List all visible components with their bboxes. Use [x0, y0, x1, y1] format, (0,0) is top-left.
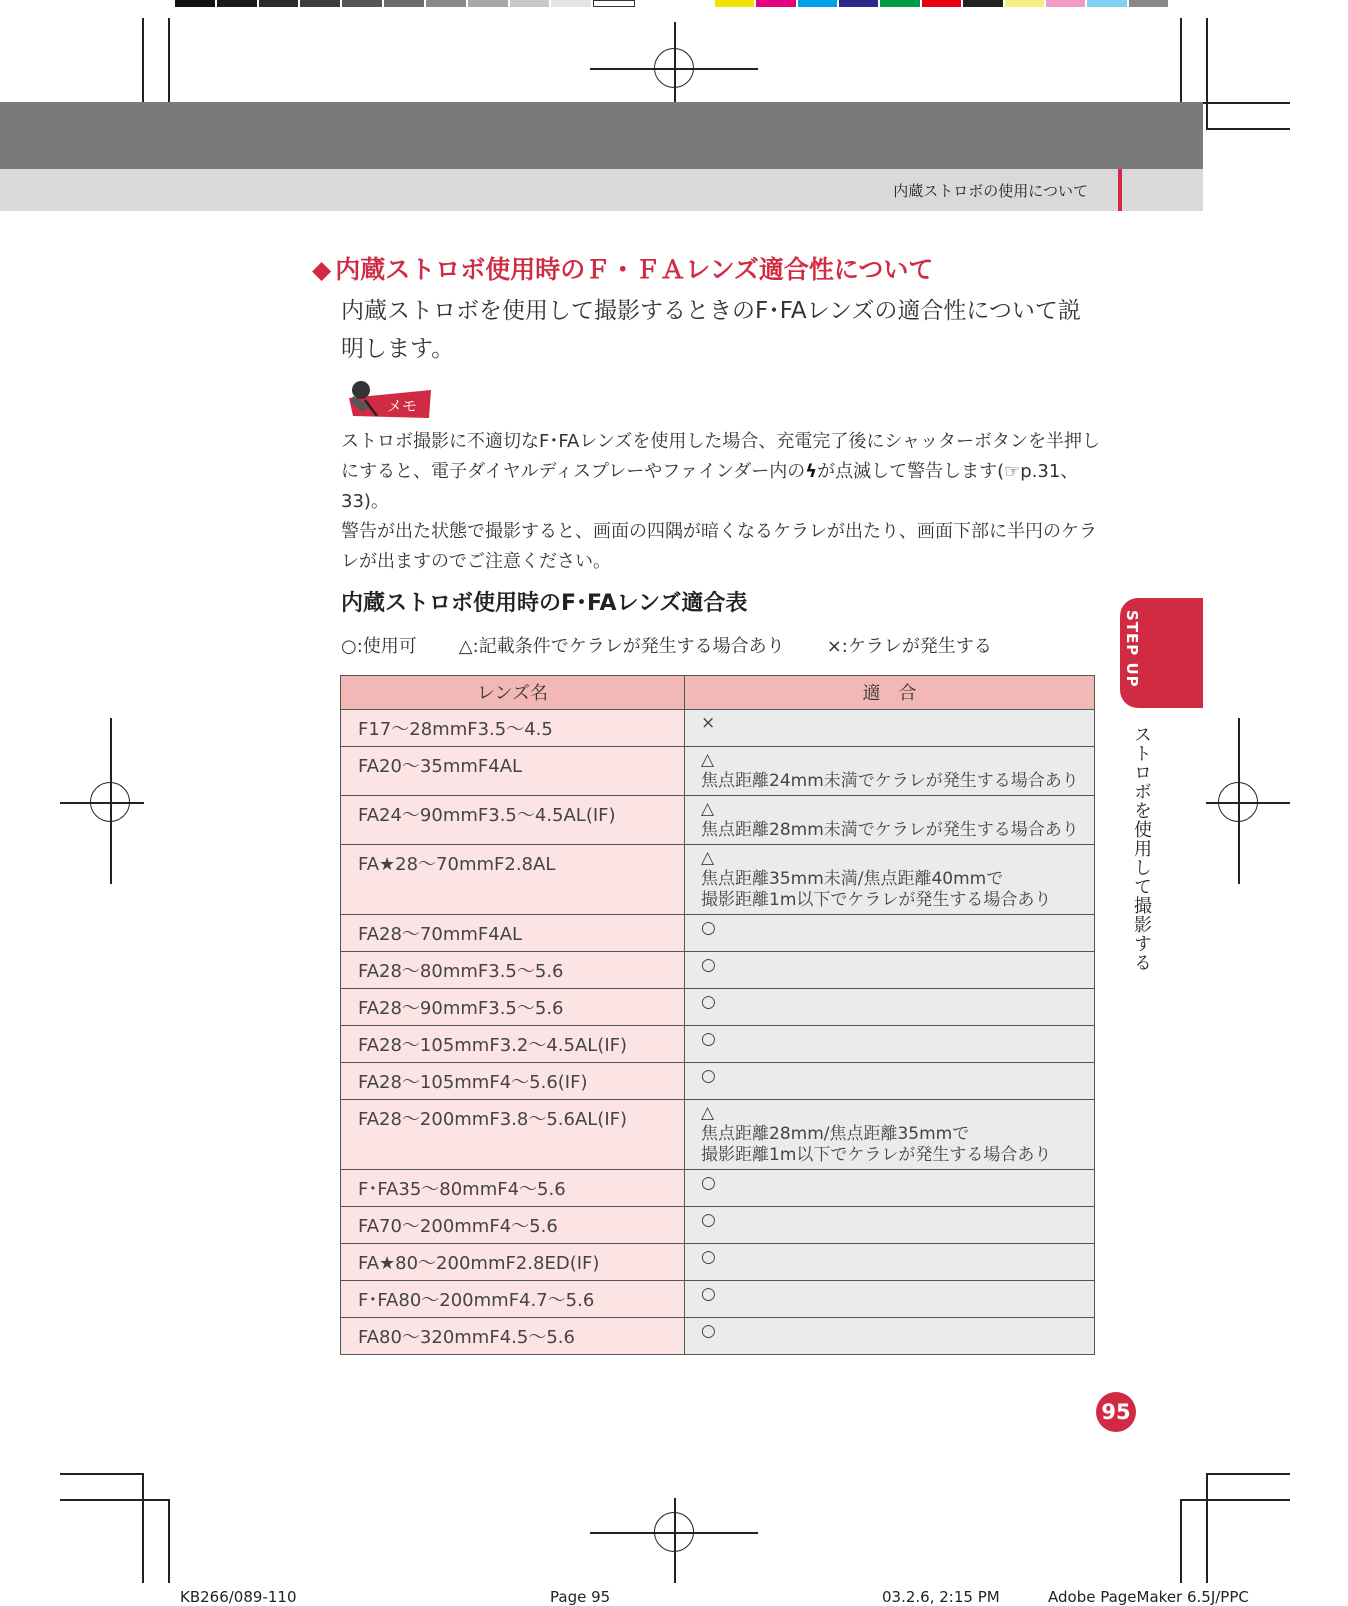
compatibility-cell: [685, 1170, 1095, 1207]
table-legend: [341, 632, 992, 658]
table-row: [341, 845, 1095, 915]
compatibility-cell: [685, 1063, 1095, 1100]
lens-name-cell: FA28〜105mmF4〜5.6(IF): [341, 1063, 685, 1100]
compatibility-mark: ○: [701, 1066, 716, 1086]
lens-name-cell: FA28〜90mmF3.5〜5.6: [341, 989, 685, 1026]
table-row: [341, 1100, 1095, 1170]
table-row: [341, 915, 1095, 952]
lens-compatibility-table: [340, 675, 1095, 1355]
memo-label: メモ: [387, 397, 418, 415]
compatibility-mark: ○: [701, 1247, 716, 1267]
compatibility-mark: ×: [701, 713, 716, 733]
section-intro: 内蔵ストロボを使用して撮影するときのF･FAレンズの適合性について説明します。: [341, 298, 1081, 362]
registration-mark: [654, 1512, 694, 1552]
table-row: [341, 796, 1095, 845]
lens-name-cell: FA28〜80mmF3.5〜5.6: [341, 952, 685, 989]
legend-conditional: △:記載条件でケラレが発生する場合あり: [458, 636, 785, 657]
compatibility-cell: [685, 952, 1095, 989]
memo-page-ref: p.31、33)。: [341, 461, 1079, 512]
compatibility-mark: ○: [701, 918, 716, 938]
memo-para1: ストロボ撮影に不適切なF･FAレンズを使用した場合、充電完了後にシャッターボタンを半押しにすると、電子ダイヤルディスプレーやファインダー内の: [341, 431, 1101, 482]
crop-mark: [60, 1473, 144, 1475]
lens-name-cell: FA24〜90mmF3.5〜4.5AL(IF): [341, 796, 685, 845]
table-row: [341, 1207, 1095, 1244]
memo-para2: 警告が出た状態で撮影すると、画面の四隅が暗くなるケラレが出たり、画面下部に半円のケラレが出ますのでご注意ください。: [341, 521, 1097, 572]
flash-bolt-icon: ϟ: [805, 461, 818, 482]
table-row: [341, 952, 1095, 989]
compatibility-cell: [685, 1281, 1095, 1318]
header-band-dark: [0, 102, 1203, 169]
table-row: [341, 1244, 1095, 1281]
crop-mark: [1180, 1499, 1182, 1583]
table-row: [341, 1026, 1095, 1063]
footer-file: KB266/089-110: [180, 1588, 297, 1606]
lens-name-cell: F･FA35〜80mmF4〜5.6: [341, 1170, 685, 1207]
crop-mark: [1206, 1473, 1290, 1475]
footer-date: 03.2.6, 2:15 PM: [882, 1588, 1000, 1606]
compatibility-mark: △: [701, 1103, 715, 1123]
compatibility-cell: [685, 845, 1095, 915]
crop-mark: [1206, 18, 1208, 128]
lens-name-cell: FA★80〜200mmF2.8ED(IF): [341, 1244, 685, 1281]
section-title: [312, 250, 933, 286]
page-number: 95: [1096, 1392, 1136, 1432]
compatibility-mark: ○: [701, 955, 716, 975]
compatibility-note: 焦点距離28mm未満でケラレが発生する場合あり: [701, 820, 1079, 840]
compatibility-cell: [685, 710, 1095, 747]
col-header-lens-name: レンズ名: [341, 676, 685, 710]
registration-mark: [1218, 782, 1258, 822]
compatibility-mark: ○: [701, 1284, 716, 1304]
running-header-title: 内蔵ストロボの使用について: [893, 182, 1088, 200]
compatibility-note-line2: 撮影距離1m以下でケラレが発生する場合あり: [701, 890, 1052, 910]
step-up-tab-label: STEP UP: [1123, 610, 1141, 688]
compatibility-note-line2: 撮影距離1m以下でケラレが発生する場合あり: [701, 1145, 1052, 1165]
pointing-hand-icon: ☞: [1004, 461, 1021, 482]
compatibility-mark: ○: [701, 1321, 716, 1341]
lens-name-cell: F17〜28mmF3.5〜4.5: [341, 710, 685, 747]
crop-mark: [168, 1499, 170, 1583]
table-title: 内蔵ストロボ使用時のF･FAレンズ適合表: [341, 591, 748, 616]
registration-mark: [654, 48, 694, 88]
compatibility-cell: [685, 1100, 1095, 1170]
section-title-text: 内蔵ストロボ使用時のＦ・ＦＡレンズ適合性について: [335, 255, 934, 284]
compatibility-mark: ○: [701, 1210, 716, 1230]
lens-name-cell: FA70〜200mmF4〜5.6: [341, 1207, 685, 1244]
table-row: [341, 710, 1095, 747]
lens-name-cell: FA★28〜70mmF2.8AL: [341, 845, 685, 915]
compatibility-cell: [685, 915, 1095, 952]
memo-para1-tail: が点滅して警告します(: [817, 461, 1005, 482]
compatibility-cell: [685, 796, 1095, 845]
compatibility-cell: [685, 1244, 1095, 1281]
crop-mark: [1180, 1499, 1290, 1501]
crop-mark: [1206, 128, 1290, 130]
table-row: [341, 1063, 1095, 1100]
memo-text: [341, 427, 1101, 577]
header-accent-bar: [1118, 169, 1122, 211]
lens-name-cell: FA28〜70mmF4AL: [341, 915, 685, 952]
compatibility-mark: △: [701, 750, 715, 770]
footer-page: Page 95: [550, 1588, 611, 1606]
crop-mark: [168, 18, 170, 103]
crop-mark: [1180, 18, 1182, 103]
table-row: [341, 747, 1095, 796]
compatibility-note: 焦点距離35mm未満/焦点距離40mmで: [701, 869, 1004, 889]
crop-mark: [1206, 1473, 1208, 1583]
compatibility-note: 焦点距離28mm/焦点距離35mmで: [701, 1124, 970, 1144]
memo-pushpin-icon: [343, 378, 433, 420]
table-row: [341, 1281, 1095, 1318]
chapter-caption: ストロボを使用して撮影する: [1131, 725, 1152, 972]
table-row: [341, 1170, 1095, 1207]
table-row: [341, 1318, 1095, 1355]
lens-name-cell: FA28〜105mmF3.2〜4.5AL(IF): [341, 1026, 685, 1063]
crop-mark: [142, 1473, 144, 1583]
lens-name-cell: FA20〜35mmF4AL: [341, 747, 685, 796]
compatibility-cell: [685, 989, 1095, 1026]
gray-color-bar: [175, 0, 635, 7]
lens-name-cell: FA80〜320mmF4.5〜5.6: [341, 1318, 685, 1355]
lens-name-cell: FA28〜200mmF3.8〜5.6AL(IF): [341, 1100, 685, 1170]
lens-name-cell: F･FA80〜200mmF4.7〜5.6: [341, 1281, 685, 1318]
compatibility-cell: [685, 1318, 1095, 1355]
legend-ok: ○:使用可: [341, 636, 417, 657]
col-header-compatibility: 適 合: [685, 676, 1095, 710]
compatibility-cell: [685, 1207, 1095, 1244]
compatibility-cell: [685, 1026, 1095, 1063]
compatibility-mark: ○: [701, 1173, 716, 1193]
registration-mark: [90, 782, 130, 822]
compatibility-mark: ○: [701, 992, 716, 1012]
compatibility-mark: △: [701, 848, 715, 868]
compatibility-mark: ○: [701, 1029, 716, 1049]
diamond-bullet-icon: ◆: [312, 255, 332, 284]
legend-ng: ×:ケラレが発生する: [826, 636, 992, 657]
table-row: [341, 989, 1095, 1026]
compatibility-cell: [685, 747, 1095, 796]
footer-app: Adobe PageMaker 6.5J/PPC: [1048, 1588, 1249, 1606]
crop-mark: [60, 1499, 170, 1501]
cmyk-color-bar: [715, 0, 1170, 7]
compatibility-note: 焦点距離24mm未満でケラレが発生する場合あり: [701, 771, 1079, 791]
compatibility-mark: △: [701, 799, 715, 819]
